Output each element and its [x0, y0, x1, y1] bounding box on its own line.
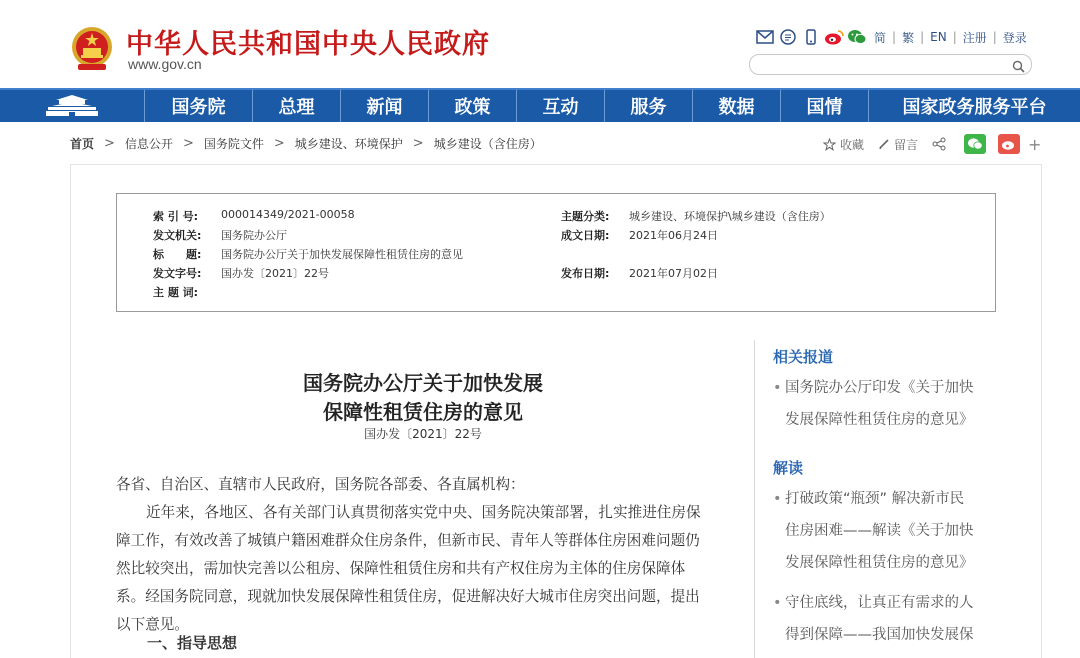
meta-topic-label: 主题分类:: [561, 210, 610, 223]
analysis-line: 得到保障——我国加快发展保: [785, 627, 974, 643]
meta-written-date-label: 成文日期:: [561, 229, 610, 242]
tiananmen-logo-icon[interactable]: [0, 90, 145, 122]
analysis-line: 守住底线，让真正有需求的人: [785, 595, 974, 611]
top-toolbar: [755, 28, 1027, 46]
nav-item-services[interactable]: 服务: [605, 90, 693, 122]
section-heading: 一、指导思想: [147, 634, 238, 652]
mail-icon[interactable]: [755, 28, 775, 46]
language-auth-links: [874, 29, 1027, 46]
article-salutation: 各省、自治区、直辖市人民政府，国务院各部委、各直属机构：: [116, 476, 525, 493]
mobile-icon[interactable]: [801, 28, 821, 46]
breadcrumb-state-council-docs[interactable]: 国务院文件: [203, 137, 264, 151]
related-report-link[interactable]: [773, 372, 1003, 436]
nav-item-policy[interactable]: 政策: [429, 90, 517, 122]
sidebar-divider: [754, 340, 755, 658]
meta-written-date-value: 2021年06月24日: [629, 229, 718, 242]
more-share-icon[interactable]: +: [1028, 134, 1042, 154]
paragraph-line: 然比较突出，需加快完善以公租房、保障性租赁住房和共有产权住房为主体的住房保障体: [116, 560, 686, 577]
meta-issuer-label: 发文机关:: [153, 229, 202, 242]
breadcrumb-urban-environment[interactable]: 城乡建设、环境保护: [294, 137, 403, 151]
search-icon[interactable]: [1012, 58, 1025, 71]
meta-docno-label: 发文字号:: [153, 267, 202, 280]
chevron-right-icon: >: [104, 136, 115, 151]
site-url[interactable]: www.gov.cn: [128, 56, 202, 72]
main-nav: [0, 88, 1080, 122]
separator: |: [892, 30, 897, 44]
related-report-line: 发展保障性租赁住房的意见》: [785, 412, 974, 428]
share-icon[interactable]: [932, 137, 950, 151]
analysis-line: 打破政策“瓶颈” 解决新市民: [785, 491, 965, 507]
bullet-icon: •: [773, 380, 782, 396]
search-input[interactable]: [749, 54, 1032, 75]
site-title[interactable]: 中华人民共和国中央人民政府: [126, 29, 490, 60]
favorite-label: 收藏: [840, 137, 865, 152]
separator: |: [952, 30, 957, 44]
paragraph-line: 系。经国务院同意，现就加快发展保障性租赁住房，促进解决好大城市住房突出问题，提出: [116, 588, 700, 605]
meta-keywords-label: 主 题 词:: [153, 286, 199, 299]
star-icon: [823, 138, 836, 151]
register-link[interactable]: 注册: [962, 30, 987, 45]
meta-docno-value: 国办发〔2021〕22号: [221, 267, 329, 280]
separator: |: [920, 30, 925, 44]
bullet-icon: •: [773, 491, 782, 507]
nav-item-national-info[interactable]: 国情: [781, 90, 869, 122]
chevron-right-icon: >: [412, 136, 424, 151]
nav-item-premier[interactable]: 总理: [253, 90, 341, 122]
article-doc-number: 国办发〔2021〕22号: [364, 427, 482, 441]
meta-publish-date-value: 2021年07月02日: [629, 267, 718, 280]
document-metadata-table: [116, 193, 996, 312]
comment-button[interactable]: [878, 136, 918, 153]
weibo-share-icon[interactable]: [998, 134, 1020, 154]
bullet-icon: •: [773, 595, 782, 611]
wechat-share-icon[interactable]: [964, 134, 986, 154]
meta-publish-date-label: 发布日期:: [561, 267, 610, 280]
paragraph-line: 近年来，各地区、各有关部门认真贯彻落实党中央、国务院决策部署，扎实推进住房保: [146, 504, 701, 521]
favorite-button[interactable]: [823, 136, 864, 153]
meta-index-value: 000014349/2021-00058: [221, 208, 355, 221]
nav-item-service-platform[interactable]: 国家政务服务平台: [902, 97, 1047, 118]
paragraph-line: 以下意见。: [116, 616, 189, 633]
meta-title-label: 标 题:: [153, 248, 202, 261]
related-reports-heading[interactable]: 相关报道: [773, 348, 834, 366]
nav-item-state-council[interactable]: 国务院: [145, 90, 253, 122]
breadcrumb-info-public[interactable]: 信息公开: [124, 137, 173, 151]
breadcrumb: [70, 135, 542, 152]
national-emblem-logo[interactable]: [70, 26, 114, 72]
analysis-link[interactable]: [773, 483, 1003, 579]
comment-label: 留言: [894, 137, 919, 152]
analysis-line: 发展保障性租赁住房的意见》: [785, 555, 974, 571]
breadcrumb-urban-housing[interactable]: 城乡建设（含住房）: [433, 137, 542, 151]
lang-traditional-link[interactable]: 繁: [902, 30, 915, 45]
meta-issuer-value: 国务院办公厅: [221, 229, 287, 242]
paragraph-line: 障工作，有效改善了城镇户籍困难群众住房条件，但新市民、青年人等群体住房困难问题仍: [116, 532, 700, 549]
pencil-icon: [878, 138, 890, 150]
analysis-line: 住房困难——解读《关于加快: [785, 523, 974, 539]
lang-simplified-link[interactable]: 简: [874, 30, 887, 45]
login-link[interactable]: 登录: [1002, 30, 1027, 45]
meta-title-value: 国务院办公厅关于加快发展保障性租赁住房的意见: [221, 248, 463, 261]
chevron-right-icon: >: [273, 136, 285, 151]
nav-item-interaction[interactable]: 互动: [517, 90, 605, 122]
page-tools: [823, 134, 1041, 154]
chevron-right-icon: >: [182, 136, 194, 151]
lang-english-link[interactable]: EN: [930, 30, 947, 44]
analysis-heading[interactable]: 解读: [773, 459, 804, 477]
message-icon[interactable]: [778, 28, 798, 46]
wechat-icon[interactable]: [847, 28, 867, 46]
article-title-line-2: 保障性租赁住房的意见: [323, 400, 523, 424]
breadcrumb-home[interactable]: 首页: [70, 137, 95, 151]
nav-item-data[interactable]: 数据: [693, 90, 781, 122]
nav-item-news[interactable]: 新闻: [341, 90, 429, 122]
article-title-line-1: 国务院办公厅关于加快发展: [303, 371, 543, 395]
related-report-line: 国务院办公厅印发《关于加快: [785, 380, 974, 396]
article-paragraph: [116, 499, 730, 639]
meta-index-label: 索 引 号:: [153, 210, 199, 223]
analysis-link[interactable]: [773, 587, 1003, 651]
weibo-icon[interactable]: [824, 28, 844, 46]
separator: |: [992, 30, 997, 44]
meta-topic-value: 城乡建设、环境保护\城乡建设（含住房）: [629, 210, 831, 223]
site-header: [0, 0, 1080, 88]
